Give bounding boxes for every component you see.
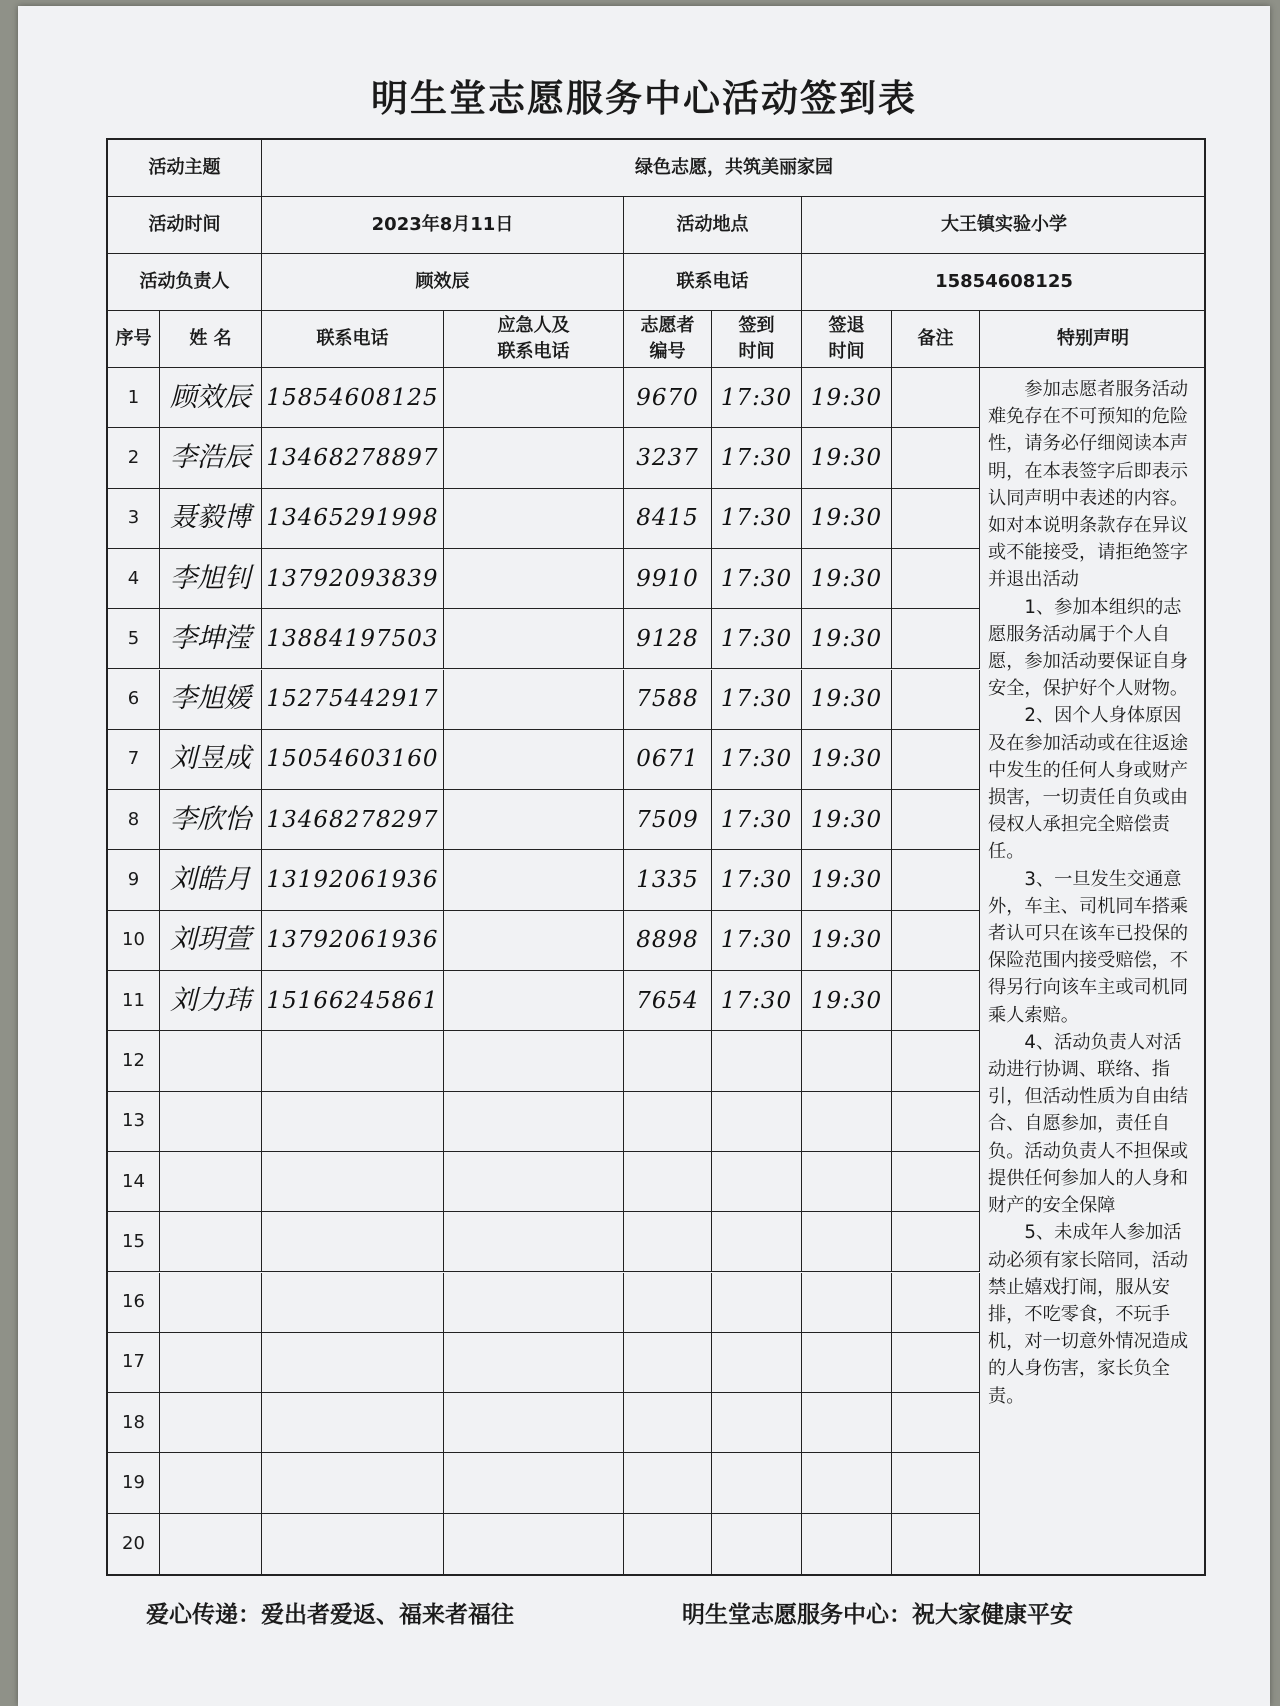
volunteer-number: 9910 bbox=[624, 549, 712, 609]
leader-label: 活动负责人 bbox=[108, 254, 262, 311]
checkout-time: 19:30 bbox=[802, 971, 892, 1031]
statement-item-4: 4、活动负责人对活动进行协调、联络、指引，但活动性质为自由结合、自愿参加，责任自负。活动负责人不担保或提供任何参加人的人身和财产的安全保障 bbox=[988, 1031, 1189, 1217]
row-index: 8 bbox=[108, 790, 160, 850]
volunteer-number: 9128 bbox=[624, 609, 712, 669]
volunteer-phone: 15054603160 bbox=[262, 730, 444, 790]
volunteer-name: 顾效辰 bbox=[160, 368, 262, 428]
volunteer-phone: 13465291998 bbox=[262, 489, 444, 549]
volunteer-name bbox=[160, 1152, 262, 1212]
checkout-time: 19:30 bbox=[802, 549, 892, 609]
checkin-time: 17:30 bbox=[712, 670, 802, 730]
checkin-time: 17:30 bbox=[712, 489, 802, 549]
volunteer-number: 8898 bbox=[624, 911, 712, 971]
row-index: 10 bbox=[108, 911, 160, 971]
col-index: 序号 bbox=[108, 311, 160, 368]
footer-left: 爱心传递：爱出者爱返、福来者福往 bbox=[146, 1602, 514, 1628]
col-emergency-line2: 联系电话 bbox=[497, 341, 570, 362]
remarks-cell bbox=[892, 1152, 980, 1212]
col-checkout-line1: 签退 bbox=[828, 315, 865, 336]
remarks-cell bbox=[892, 1453, 980, 1513]
remarks-cell bbox=[892, 1092, 980, 1152]
col-checkin-line1: 签到 bbox=[738, 315, 775, 336]
remarks-cell bbox=[892, 428, 980, 488]
emergency-contact bbox=[444, 1453, 624, 1513]
col-volunteer-no bbox=[624, 311, 712, 368]
checkout-time bbox=[802, 1152, 892, 1212]
volunteer-phone bbox=[262, 1031, 444, 1091]
volunteer-name: 李旭媛 bbox=[160, 670, 262, 730]
checkin-time: 17:30 bbox=[712, 971, 802, 1031]
col-emergency-line1: 应急人及 bbox=[497, 315, 570, 336]
volunteer-number: 7588 bbox=[624, 670, 712, 730]
row-index: 12 bbox=[108, 1031, 160, 1091]
emergency-contact bbox=[444, 730, 624, 790]
theme-label: 活动主题 bbox=[108, 140, 262, 197]
volunteer-phone: 15275442917 bbox=[262, 670, 444, 730]
checkout-time: 19:30 bbox=[802, 730, 892, 790]
place-label: 活动地点 bbox=[624, 197, 802, 254]
checkout-time: 19:30 bbox=[802, 850, 892, 910]
checkout-time: 19:30 bbox=[802, 609, 892, 669]
remarks-cell bbox=[892, 549, 980, 609]
leader-phone-label: 联系电话 bbox=[624, 254, 802, 311]
row-index: 15 bbox=[108, 1212, 160, 1272]
volunteer-number bbox=[624, 1393, 712, 1453]
volunteer-number bbox=[624, 1212, 712, 1272]
emergency-contact bbox=[444, 1333, 624, 1393]
remarks-cell bbox=[892, 1393, 980, 1453]
row-index: 17 bbox=[108, 1333, 160, 1393]
row-index: 6 bbox=[108, 670, 160, 730]
col-checkout bbox=[802, 311, 892, 368]
statement-item-3: 3、一旦发生交通意外，车主、司机同车搭乘者认可只在该车已投保的保险范围内接受赔偿，不得另行向该车主或司机同乘人索赔。 bbox=[988, 868, 1189, 1026]
row-index: 13 bbox=[108, 1092, 160, 1152]
emergency-contact bbox=[444, 1092, 624, 1152]
emergency-contact bbox=[444, 1273, 624, 1333]
volunteer-phone bbox=[262, 1212, 444, 1272]
volunteer-number bbox=[624, 1453, 712, 1513]
col-phone: 联系电话 bbox=[262, 311, 444, 368]
col-volunteer-no-line1: 志愿者 bbox=[640, 315, 695, 336]
statement-item-2: 2、因个人身体原因及在参加活动或在往返途中发生的任何人身或财产损害，一切责任自负或由侵权人承担完全赔偿责任。 bbox=[988, 705, 1189, 863]
checkin-time bbox=[712, 1273, 802, 1333]
row-index: 5 bbox=[108, 609, 160, 669]
emergency-contact bbox=[444, 368, 624, 428]
row-index: 9 bbox=[108, 850, 160, 910]
volunteer-phone bbox=[262, 1393, 444, 1453]
volunteer-name bbox=[160, 1514, 262, 1574]
checkout-time: 19:30 bbox=[802, 489, 892, 549]
emergency-contact bbox=[444, 850, 624, 910]
statement-objection: 如对本说明条款存在异议或不能接受，请拒绝签字并退出活动 bbox=[988, 515, 1189, 591]
remarks-cell bbox=[892, 730, 980, 790]
checkin-time bbox=[712, 1092, 802, 1152]
volunteer-number bbox=[624, 1152, 712, 1212]
row-index: 11 bbox=[108, 971, 160, 1031]
volunteer-phone: 15854608125 bbox=[262, 368, 444, 428]
emergency-contact bbox=[444, 1031, 624, 1091]
volunteer-phone: 13792061936 bbox=[262, 911, 444, 971]
row-index: 1 bbox=[108, 368, 160, 428]
emergency-contact bbox=[444, 609, 624, 669]
emergency-contact bbox=[444, 489, 624, 549]
checkout-time: 19:30 bbox=[802, 428, 892, 488]
checkout-time: 19:30 bbox=[802, 790, 892, 850]
col-emergency bbox=[444, 311, 624, 368]
checkin-time: 17:30 bbox=[712, 850, 802, 910]
col-checkout-line2: 时间 bbox=[828, 341, 865, 362]
remarks-cell bbox=[892, 489, 980, 549]
checkout-time bbox=[802, 1333, 892, 1393]
checkout-time: 19:30 bbox=[802, 911, 892, 971]
checkin-time bbox=[712, 1212, 802, 1272]
checkin-time: 17:30 bbox=[712, 609, 802, 669]
volunteer-name: 李旭钊 bbox=[160, 549, 262, 609]
volunteer-name: 李坤滢 bbox=[160, 609, 262, 669]
leader-value: 顾效辰 bbox=[262, 254, 624, 311]
volunteer-name bbox=[160, 1453, 262, 1513]
sheet-title: 明生堂志愿服务中心活动签到表 bbox=[371, 77, 917, 120]
checkout-time bbox=[802, 1273, 892, 1333]
checkout-time bbox=[802, 1453, 892, 1513]
row-index: 19 bbox=[108, 1453, 160, 1513]
volunteer-number bbox=[624, 1092, 712, 1152]
checkout-time bbox=[802, 1212, 892, 1272]
remarks-cell bbox=[892, 850, 980, 910]
volunteer-phone bbox=[262, 1333, 444, 1393]
checkin-time bbox=[712, 1514, 802, 1574]
col-checkin-line2: 时间 bbox=[738, 341, 775, 362]
row-index: 7 bbox=[108, 730, 160, 790]
volunteer-phone bbox=[262, 1092, 444, 1152]
row-index: 16 bbox=[108, 1273, 160, 1333]
volunteer-name: 李欣怡 bbox=[160, 790, 262, 850]
emergency-contact bbox=[444, 428, 624, 488]
remarks-cell bbox=[892, 1514, 980, 1574]
col-checkin bbox=[712, 311, 802, 368]
volunteer-phone: 15166245861 bbox=[262, 971, 444, 1031]
volunteer-name bbox=[160, 1393, 262, 1453]
volunteer-phone bbox=[262, 1152, 444, 1212]
volunteer-name bbox=[160, 1031, 262, 1091]
checkout-time bbox=[802, 1031, 892, 1091]
volunteer-name: 刘力玮 bbox=[160, 971, 262, 1031]
special-statement bbox=[980, 368, 1206, 1574]
volunteer-name: 刘玥萱 bbox=[160, 911, 262, 971]
remarks-cell bbox=[892, 790, 980, 850]
remarks-cell bbox=[892, 609, 980, 669]
volunteer-name: 刘昱成 bbox=[160, 730, 262, 790]
statement-intro: 参加志愿者服务活动难免存在不可预知的危险性，请务必仔细阅读本声明，在本表签字后即表示认同声明中表述的内容。 bbox=[988, 379, 1189, 509]
volunteer-number bbox=[624, 1273, 712, 1333]
remarks-cell bbox=[892, 1273, 980, 1333]
leader-phone-value: 15854608125 bbox=[802, 254, 1206, 311]
emergency-contact bbox=[444, 911, 624, 971]
volunteer-phone bbox=[262, 1453, 444, 1513]
emergency-contact bbox=[444, 1514, 624, 1574]
volunteer-phone: 13884197503 bbox=[262, 609, 444, 669]
emergency-contact bbox=[444, 1152, 624, 1212]
volunteer-name bbox=[160, 1212, 262, 1272]
checkin-time bbox=[712, 1453, 802, 1513]
volunteer-number: 1335 bbox=[624, 850, 712, 910]
checkin-time bbox=[712, 1152, 802, 1212]
emergency-contact bbox=[444, 670, 624, 730]
col-statement: 特别声明 bbox=[980, 311, 1206, 368]
emergency-contact bbox=[444, 971, 624, 1031]
sign-in-table bbox=[106, 138, 1206, 1576]
volunteer-name: 刘皓月 bbox=[160, 850, 262, 910]
remarks-cell bbox=[892, 911, 980, 971]
emergency-contact bbox=[444, 549, 624, 609]
volunteer-number: 8415 bbox=[624, 489, 712, 549]
volunteer-phone: 13468278897 bbox=[262, 428, 444, 488]
row-index: 2 bbox=[108, 428, 160, 488]
statement-item-1: 1、参加本组织的志愿服务活动属于个人自愿，参加活动要保证自身安全，保护好个人财物。 bbox=[988, 596, 1189, 700]
volunteer-number bbox=[624, 1031, 712, 1091]
emergency-contact bbox=[444, 1212, 624, 1272]
volunteer-number bbox=[624, 1333, 712, 1393]
time-value: 2023年8月11日 bbox=[262, 197, 624, 254]
checkin-time bbox=[712, 1333, 802, 1393]
volunteer-name bbox=[160, 1092, 262, 1152]
checkin-time: 17:30 bbox=[712, 730, 802, 790]
volunteer-number: 7654 bbox=[624, 971, 712, 1031]
volunteer-name bbox=[160, 1273, 262, 1333]
remarks-cell bbox=[892, 1333, 980, 1393]
checkin-time bbox=[712, 1393, 802, 1453]
theme-value: 绿色志愿，共筑美丽家园 bbox=[262, 140, 1206, 197]
row-index: 4 bbox=[108, 549, 160, 609]
statement-item-5: 5、未成年人参加活动必须有家长陪同，活动禁止嬉戏打闹，服从安排，不吃零食，不玩手机，对一切意外情况造成的人身伤害，家长负全责。 bbox=[988, 1222, 1189, 1407]
remarks-cell bbox=[892, 1031, 980, 1091]
checkin-time: 17:30 bbox=[712, 368, 802, 428]
col-volunteer-no-line2: 编号 bbox=[649, 341, 686, 362]
place-value: 大王镇实验小学 bbox=[802, 197, 1206, 254]
volunteer-phone: 13192061936 bbox=[262, 850, 444, 910]
volunteer-name bbox=[160, 1333, 262, 1393]
checkin-time: 17:30 bbox=[712, 911, 802, 971]
row-index: 20 bbox=[108, 1514, 160, 1574]
checkin-time: 17:30 bbox=[712, 428, 802, 488]
sign-in-sheet bbox=[18, 6, 1270, 1706]
volunteer-name: 李浩辰 bbox=[160, 428, 262, 488]
volunteer-phone bbox=[262, 1273, 444, 1333]
emergency-contact bbox=[444, 790, 624, 850]
row-index: 18 bbox=[108, 1393, 160, 1453]
remarks-cell bbox=[892, 670, 980, 730]
remarks-cell bbox=[892, 1212, 980, 1272]
remarks-cell bbox=[892, 368, 980, 428]
emergency-contact bbox=[444, 1393, 624, 1453]
checkin-time bbox=[712, 1031, 802, 1091]
col-remarks: 备注 bbox=[892, 311, 980, 368]
volunteer-phone: 13792093839 bbox=[262, 549, 444, 609]
checkout-time bbox=[802, 1092, 892, 1152]
footer-right: 明生堂志愿服务中心：祝大家健康平安 bbox=[682, 1602, 1073, 1628]
remarks-cell bbox=[892, 971, 980, 1031]
checkin-time: 17:30 bbox=[712, 549, 802, 609]
checkin-time: 17:30 bbox=[712, 790, 802, 850]
volunteer-name: 聂毅博 bbox=[160, 489, 262, 549]
checkout-time bbox=[802, 1393, 892, 1453]
volunteer-number: 7509 bbox=[624, 790, 712, 850]
checkout-time bbox=[802, 1514, 892, 1574]
row-index: 14 bbox=[108, 1152, 160, 1212]
row-index: 3 bbox=[108, 489, 160, 549]
checkout-time: 19:30 bbox=[802, 670, 892, 730]
time-label: 活动时间 bbox=[108, 197, 262, 254]
checkout-time: 19:30 bbox=[802, 368, 892, 428]
volunteer-number: 9670 bbox=[624, 368, 712, 428]
volunteer-number: 3237 bbox=[624, 428, 712, 488]
volunteer-number bbox=[624, 1514, 712, 1574]
volunteer-phone: 13468278297 bbox=[262, 790, 444, 850]
volunteer-number: 0671 bbox=[624, 730, 712, 790]
volunteer-phone bbox=[262, 1514, 444, 1574]
col-name: 姓 名 bbox=[160, 311, 262, 368]
